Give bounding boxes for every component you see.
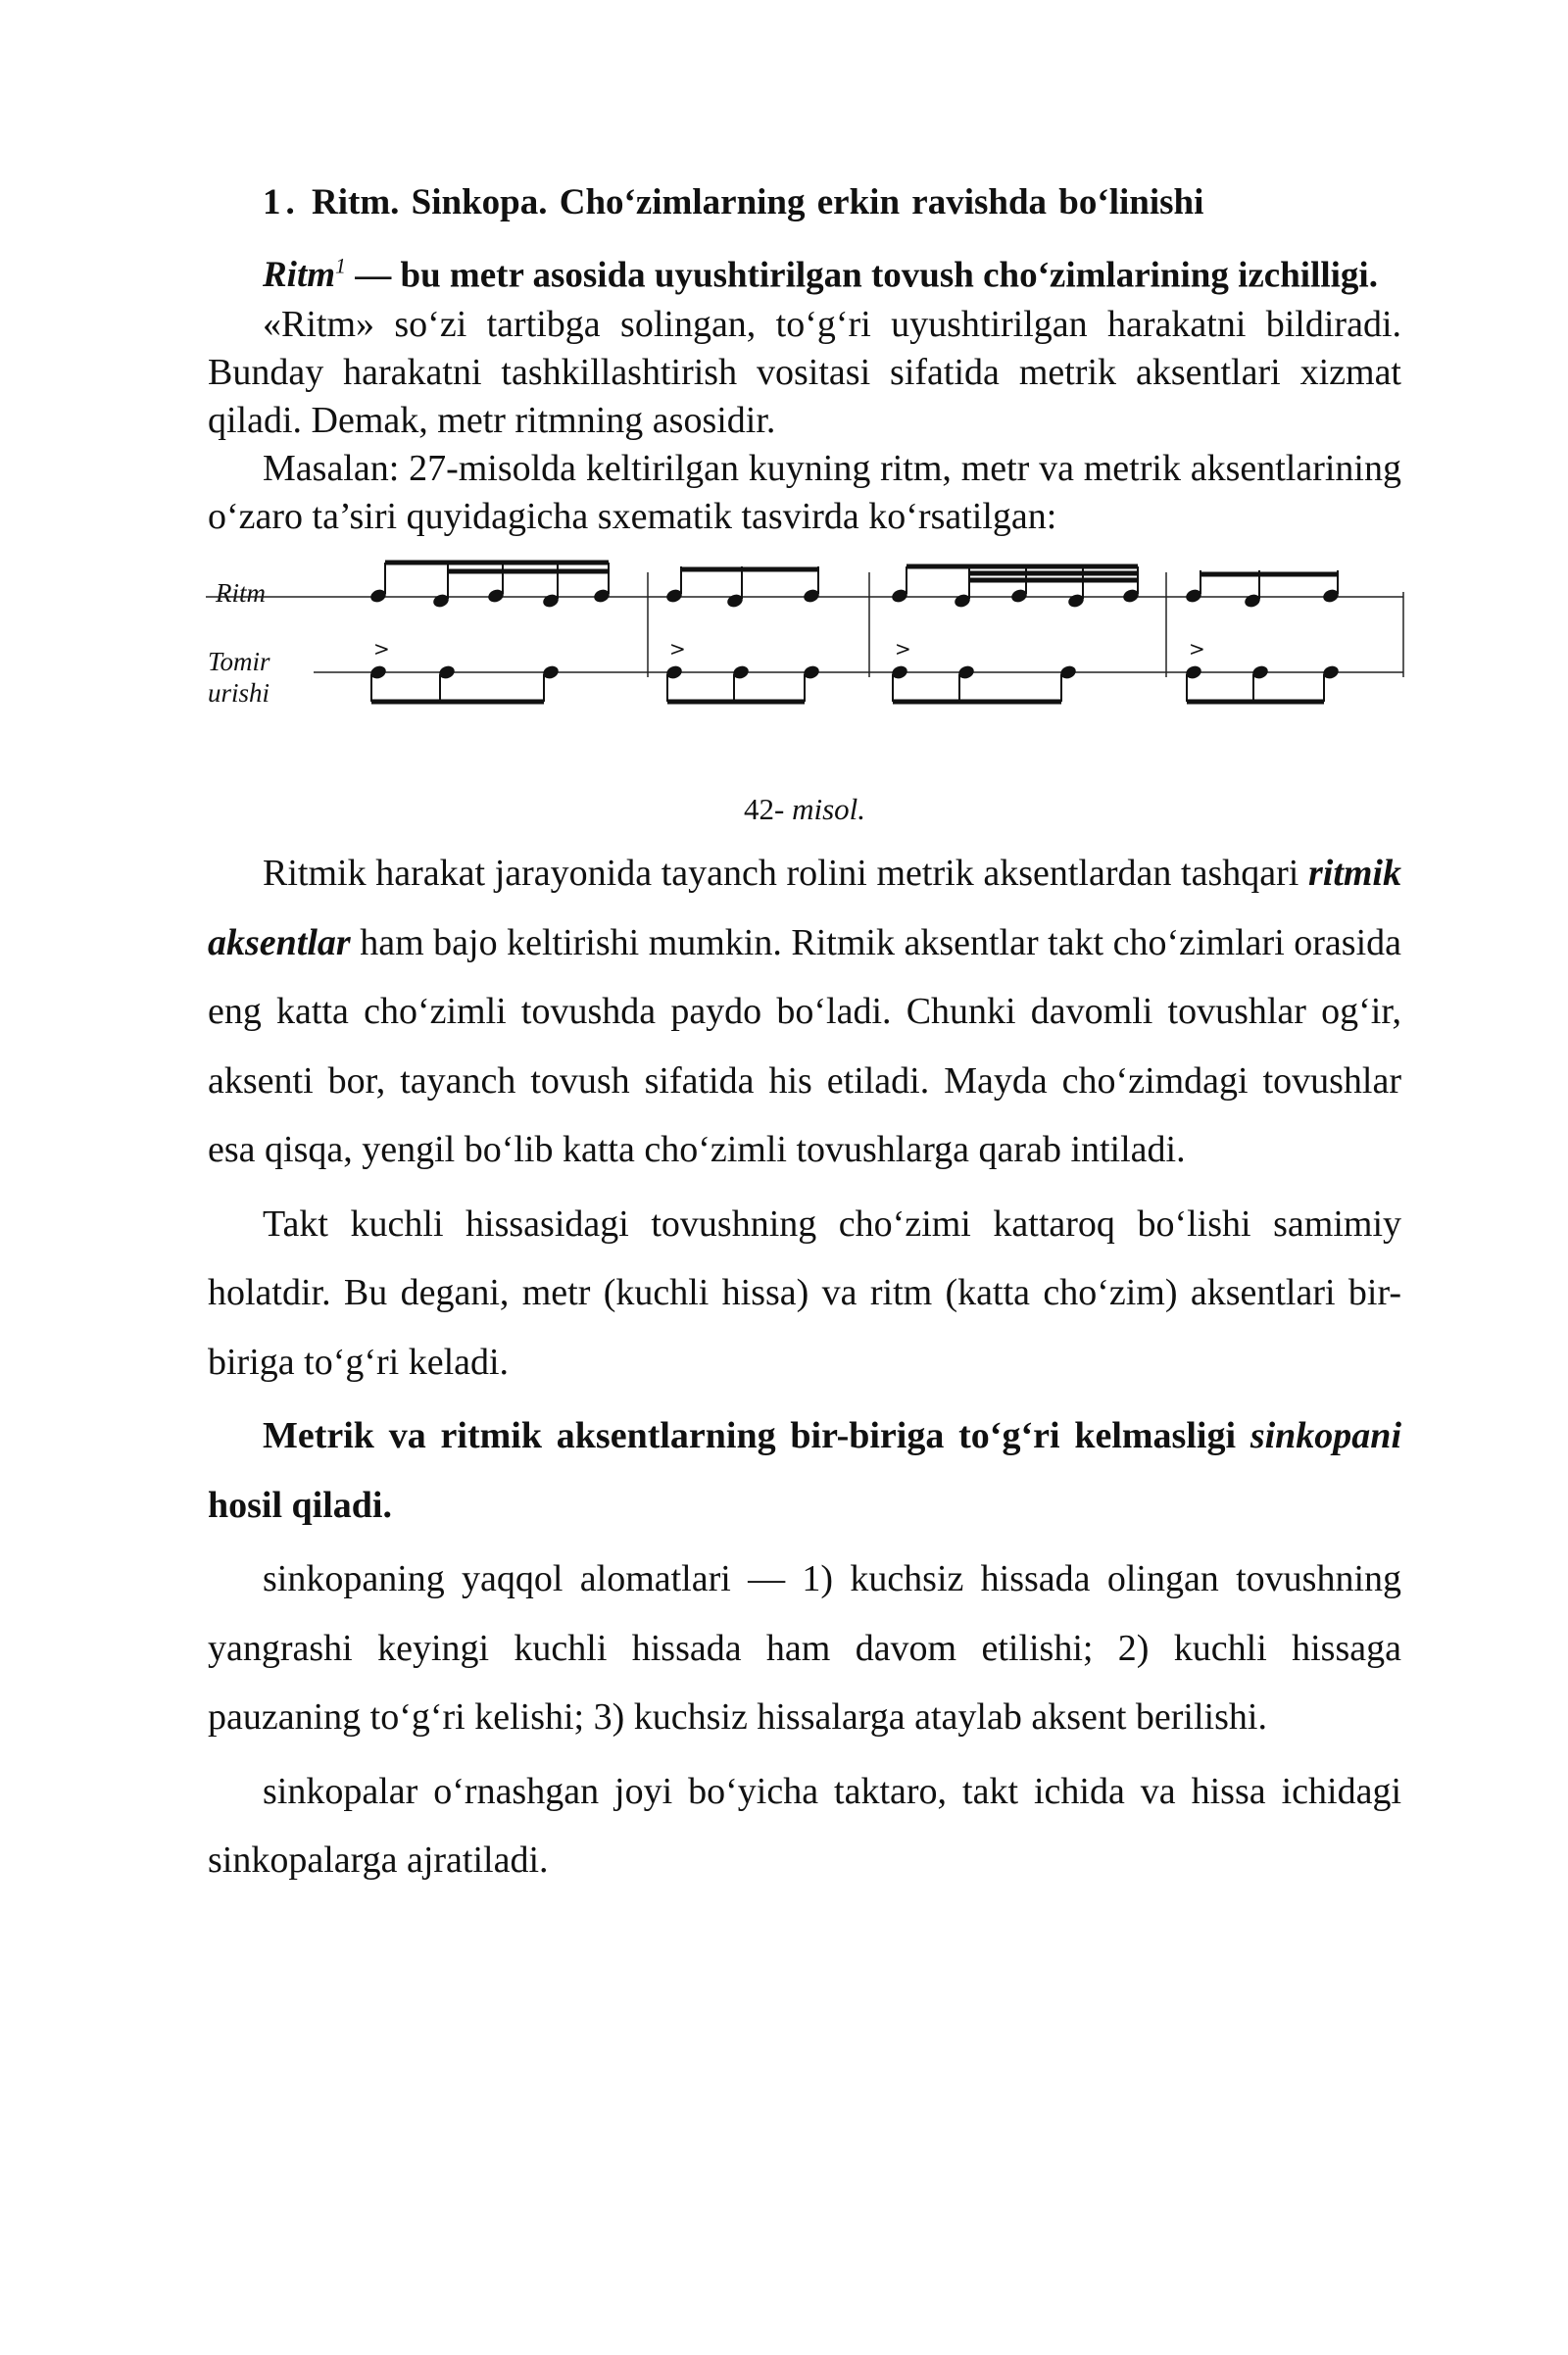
emphasis-sinkopani: sinkopani — [1250, 1415, 1401, 1457]
accent-mark: > — [1189, 637, 1205, 662]
rhythm-scheme-diagram — [206, 555, 1405, 790]
paragraph-syncopa-definition: Metrik va ritmik aksentlarning bir-biriga to‘g‘ri kelmasligi sinkopani hosil qiladi. — [208, 1415, 1401, 1526]
definition-text: — bu metr asosida uyushtirilgan tovush cho‘zimlarining izchilligi. — [346, 255, 1378, 296]
section-heading — [208, 176, 1401, 229]
accent-mark: > — [669, 637, 686, 662]
page — [208, 176, 1401, 1895]
paragraph-takt: Takt kuchli hissasidagi tovushning cho‘zimi kattaroq bo‘lishi samimiy holatdir. Bu degani, metr (kuchli hissa) va ritm (katta cho‘zim) aksentlari bir-biriga to‘g‘ri keladi. — [208, 1202, 1401, 1383]
footnote-mark: 1 — [335, 254, 347, 278]
paragraph-syncopa-types: sinkopalar o‘rnashgan joyi bo‘yicha taktaro, takt ichida va hissa ichidagi sinkopalarga ajratiladi. — [208, 1770, 1401, 1882]
rhythm-notes — [368, 563, 1340, 610]
rhythm-definition — [208, 241, 1401, 301]
accent-mark: > — [895, 637, 911, 662]
emphasis-ritmik-aksentlar: ritmik aksentlar — [208, 853, 1401, 963]
accent-mark: > — [373, 637, 390, 662]
rhythm-scheme-figure — [208, 555, 1401, 790]
paragraph-example-intro: Masalan: 27-misolda keltirilgan kuyning ritm, metr va metrik aksentlarining o‘zaro ta’siri quyidagicha sxematik tasvirda ko‘rsatilgan: — [208, 448, 1401, 538]
paragraph-rhythmic-accents: Ritmik harakat jarayonida tayanch rolini metrik aksentlardan tashqari ritmik aksentlar ham bajo keltirishi mumkin. Ritmik aksentlar takt cho‘zimlari orasida eng katta cho‘zimli tovushda paydo bo‘ladi. Chunki davomli tovushlar og‘ir, aksenti bor, tayanch tovush sifatida his etiladi. Mayda cho‘zimdagi tovushlar esa qisqa, yengil bo‘lib katta cho‘zimli tovushlarga qarab intiladi. — [208, 853, 1401, 1171]
label-ritm: Ritm — [216, 578, 266, 609]
pulse-notes — [368, 637, 1340, 702]
figure-caption: 42- misol. — [743, 792, 865, 827]
definition-term: Ritm$^1$ — [263, 254, 347, 296]
paragraph-syncopa-signs: sinkopaning yaqqol alomatlari — 1) kuchsiz hissada olingan tovushning yangrashi keyingi kuchli hissada ham davom etilishi; 2) kuchli hissaga pauzaning to‘g‘ri kelishi; 3) kuchsiz hissalarga ataylab aksent berilishi. — [208, 1558, 1401, 1739]
label-urishi: urishi — [208, 678, 270, 709]
heading-number: 1. — [263, 182, 300, 222]
label-tomir: Tomir — [208, 647, 270, 677]
paragraph-ritm-meaning: «Ritm» so‘zi tartibga solingan, to‘g‘ri uyushtirilgan harakatni bildiradi. Bunday harakatni tashkillashtirish vositasi sifatida metrik aksentlari xizmat qiladi. Demak, metr ritmning asosidir. — [208, 304, 1401, 442]
heading-title: Ritm. Sinkopa. Cho‘zimlarning erkin ravishda bo‘linishi — [312, 182, 1204, 222]
